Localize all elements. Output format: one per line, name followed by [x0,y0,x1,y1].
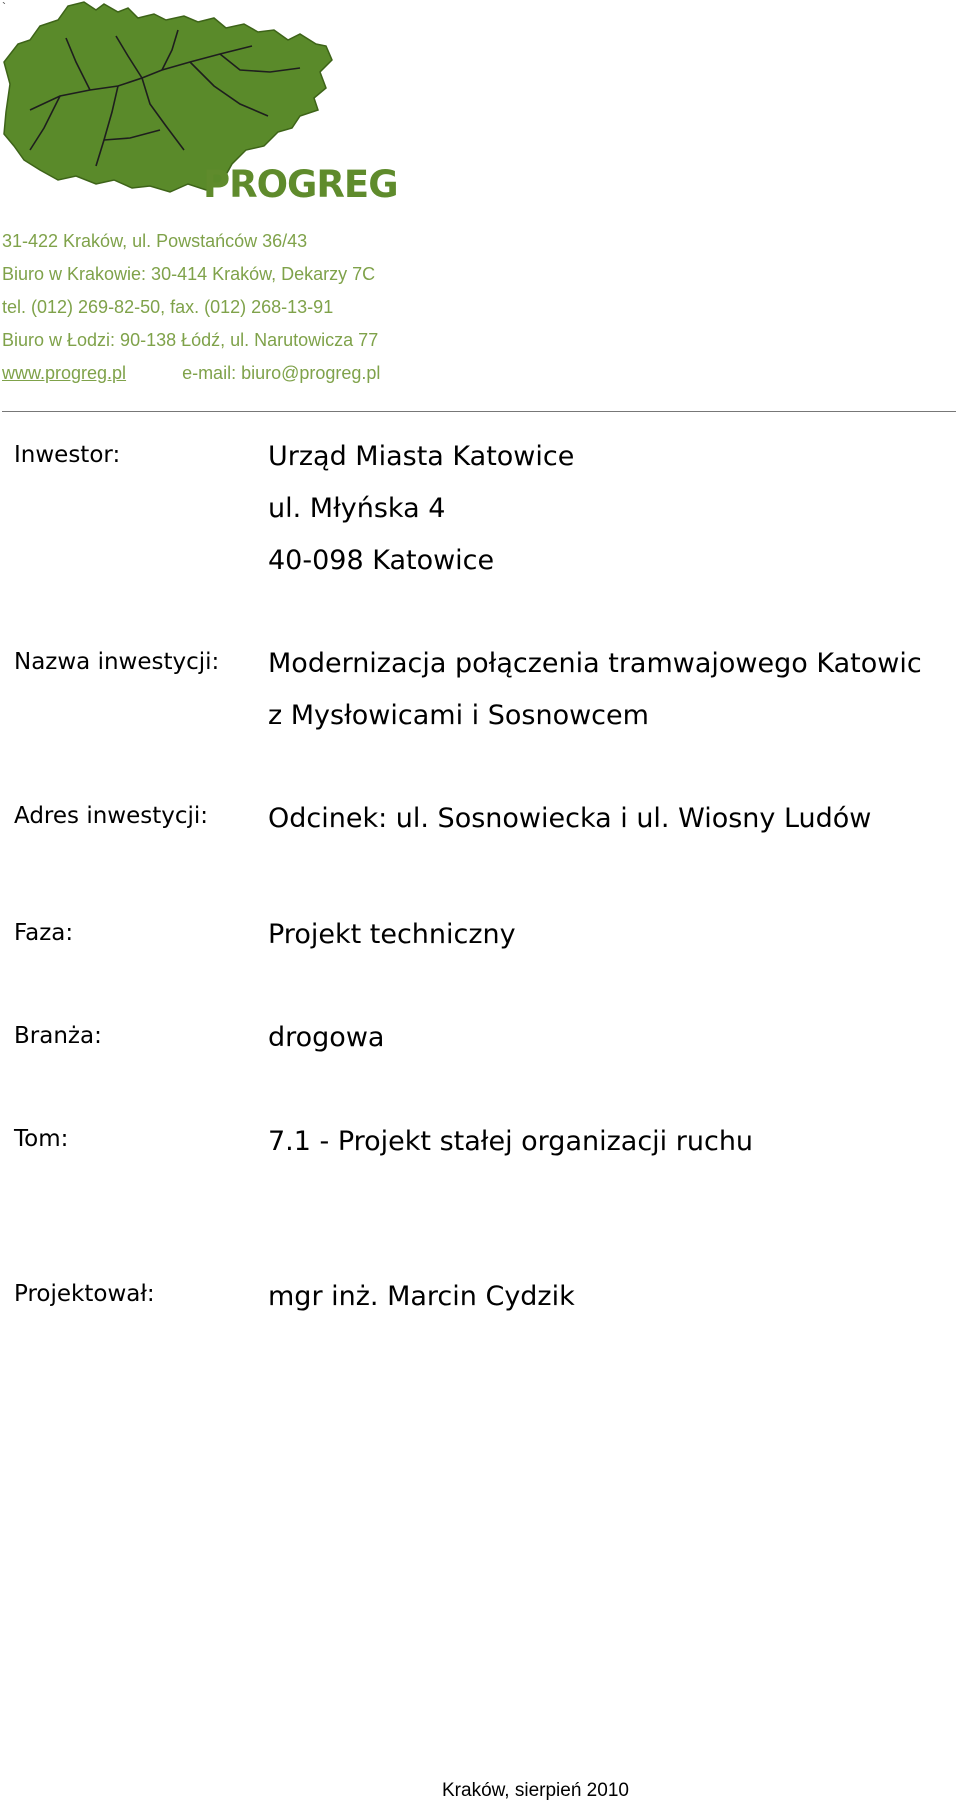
investment-address-label: Adres inwestycji: [14,803,209,829]
branch-value: drogowa [268,1022,385,1053]
investment-address-value: Odcinek: ul. Sosnowiecka i ul. Wiosny Ludów [268,803,872,834]
place-date: Kraków, sierpień 2010 [442,1780,629,1801]
krakow-office-line: Biuro w Krakowie: 30-414 Kraków, Dekarzy 7C [2,264,376,284]
investment-name-line-1: Modernizacja połączenia tramwajowego Katowic [268,648,922,679]
lodz-office-line: Biuro w Łodzi: 90-138 Łódź, ul. Narutowicza 77 [2,330,379,350]
designer-label: Projektował: [14,1281,155,1307]
phase-label: Faza: [14,920,74,946]
website-link[interactable]: www.progreg.pl [2,363,127,383]
investor-city: 40-098 Katowice [268,545,495,576]
branch-label: Branża: [14,1023,102,1049]
volume-value: 7.1 - Projekt stałej organizacji ruchu [268,1126,754,1157]
investment-name-line-2: z Mysłowicami i Sosnowcem [268,700,649,731]
email-text: e-mail: biuro@progreg.pl [182,363,381,383]
logo-wordmark: PROGREG [203,163,398,206]
address-line: 31-422 Kraków, ul. Powstańców 36/43 [2,231,308,251]
header-divider [2,411,956,412]
phase-value: Projekt techniczny [268,919,516,950]
web-email-line [2,363,380,384]
volume-label: Tom: [14,1126,69,1152]
investor-name: Urząd Miasta Katowice [268,441,575,472]
progreg-logo [0,0,398,212]
corner-mark: ` [2,0,6,14]
investor-street: ul. Młyńska 4 [268,493,446,524]
designer-value: mgr inż. Marcin Cydzik [268,1281,575,1312]
investment-name-label: Nazwa inwestycji: [14,649,220,675]
investor-label: Inwestor: [14,442,121,468]
phone-fax-line: tel. (012) 269-82-50, fax. (012) 268-13-91 [2,297,334,317]
